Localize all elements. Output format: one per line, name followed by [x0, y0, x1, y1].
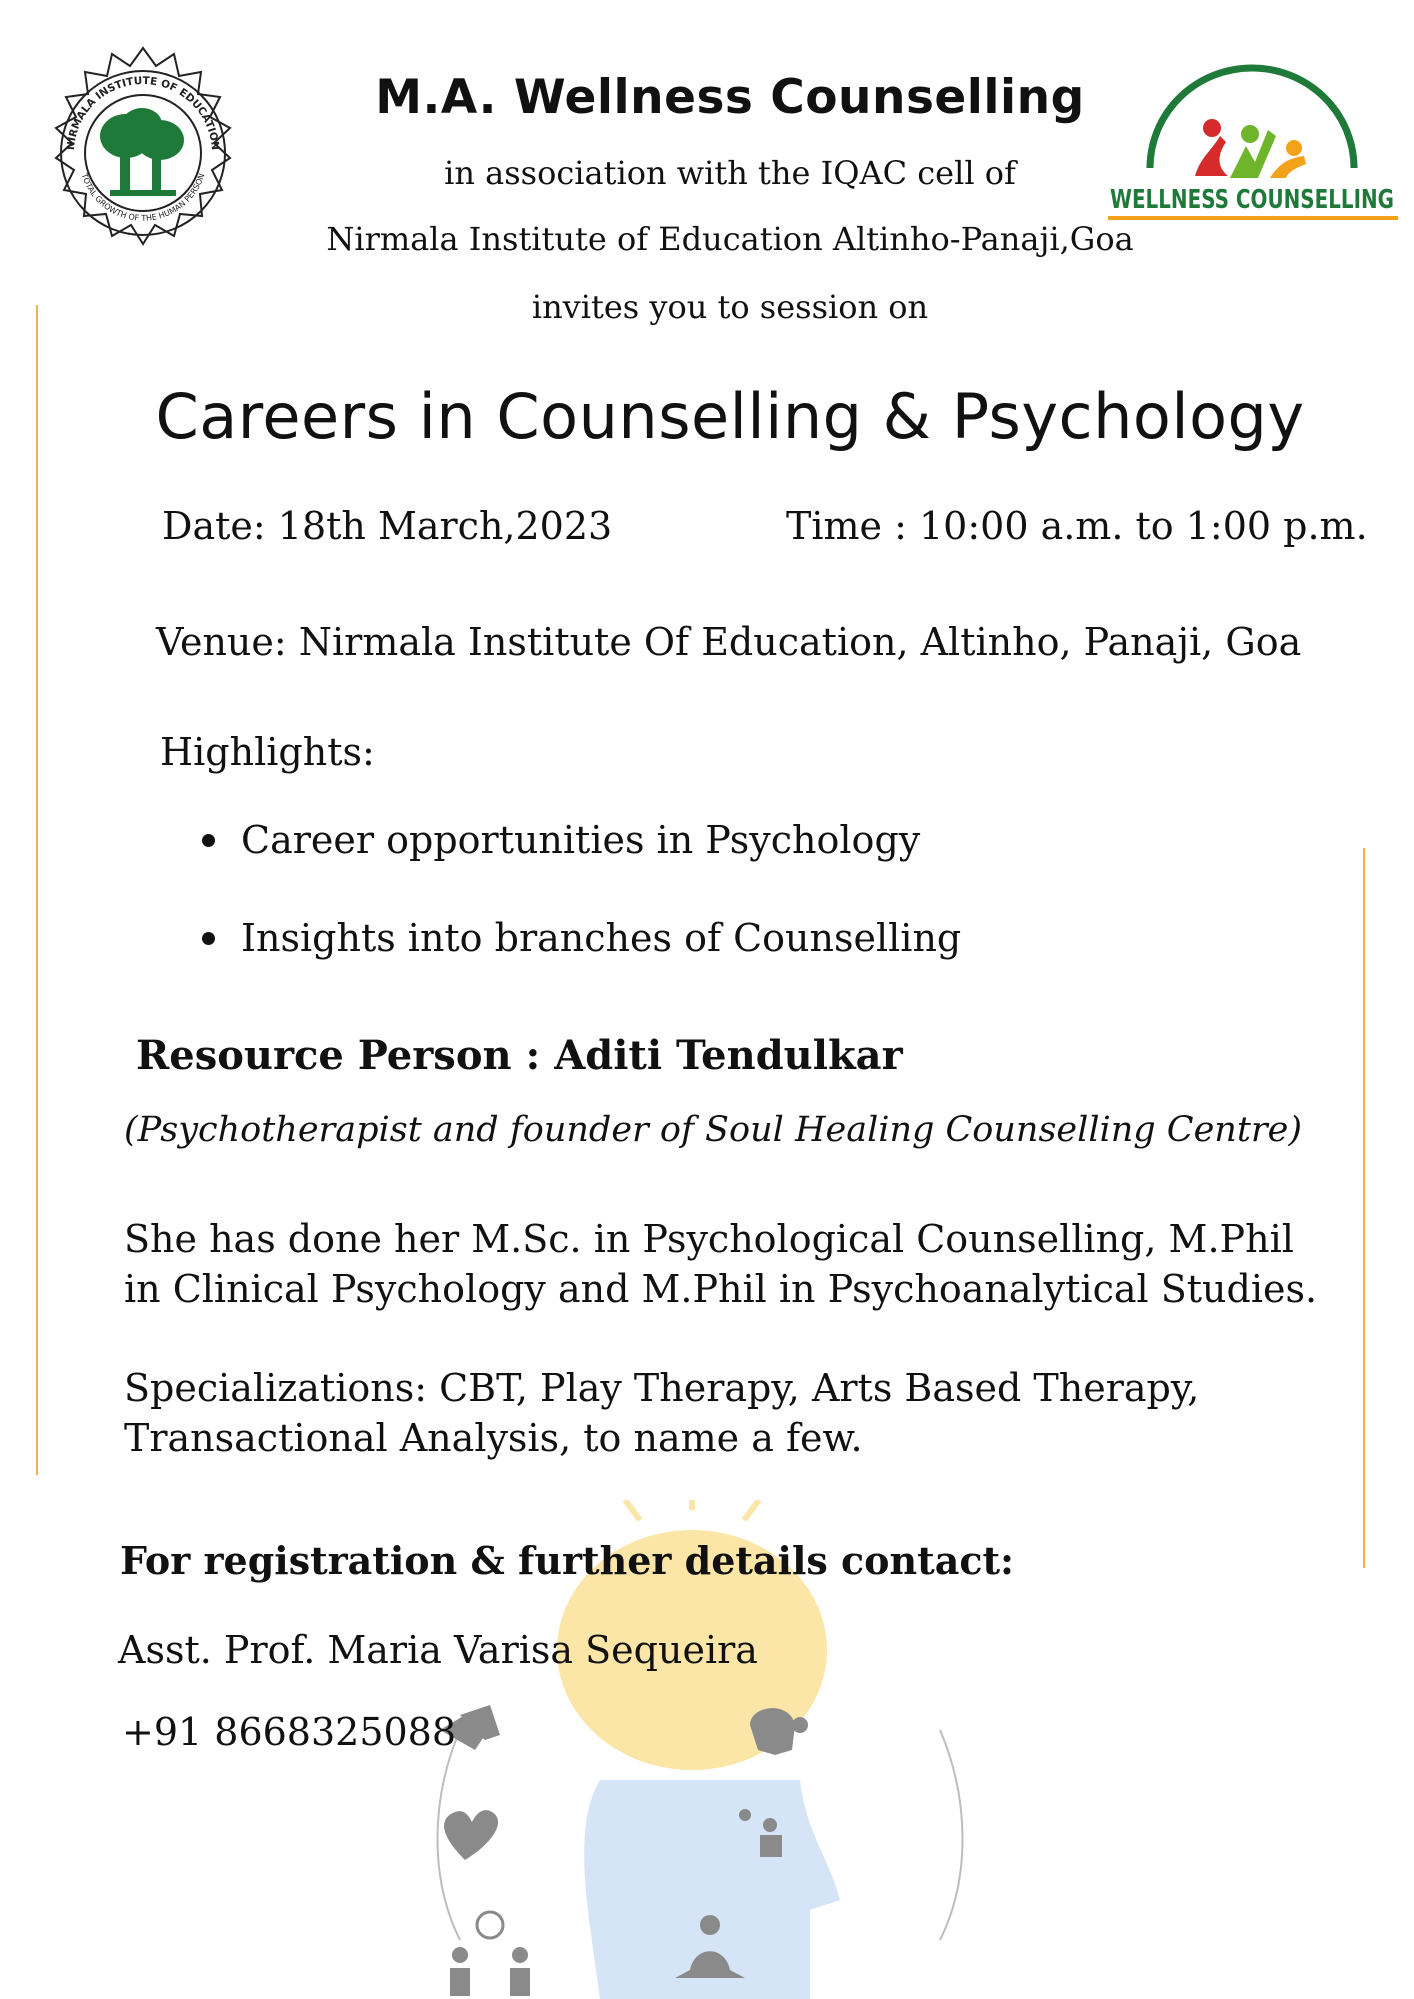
bio-line: She has done her M.Sc. in Psychological Counselling, M.Phil — [124, 1217, 1294, 1261]
wellness-logo-text: WELLNESS COUNSELLING — [1110, 185, 1394, 215]
spec-line: Specializations: CBT, Play Therapy, Arts Based Therapy, — [124, 1366, 1200, 1410]
resource-person: Resource Person : Aditi Tendulkar — [136, 1032, 903, 1079]
people-icon — [1195, 119, 1306, 178]
highlight-item — [202, 916, 961, 960]
event-time: Time : 10:00 a.m. to 1:00 p.m. — [786, 504, 1368, 548]
invite-line: invites you to session on — [531, 288, 929, 326]
association-line: in association with the IQAC cell of — [444, 154, 1016, 192]
event-date: Date: 18th March,2023 — [162, 504, 613, 548]
glow-rays — [625, 1500, 759, 1520]
institute-line: Nirmala Institute of Education Altinho-Panaji,Goa — [326, 220, 1134, 258]
counselling-icon — [450, 1912, 530, 1996]
contact-name: Asst. Prof. Maria Varisa Sequeira — [118, 1628, 758, 1672]
bullet-icon — [202, 834, 215, 847]
heart-icon — [444, 1810, 498, 1860]
highlights-heading: Highlights: — [160, 730, 375, 774]
resource-person-role: (Psychotherapist and founder of Soul Healing Counselling Centre) — [124, 1110, 1302, 1150]
decorative-rule-left — [36, 305, 38, 1475]
tree-icon — [100, 108, 184, 196]
highlight-text: Career opportunities in Psychology — [241, 818, 921, 862]
event-title: Careers in Counselling & Psychology — [155, 380, 1305, 453]
institute-logo — [34, 44, 252, 262]
logo-motto-text: TOTAL GROWTH OF THE HUMAN PERSON — [79, 172, 207, 223]
specializations — [124, 1363, 1374, 1463]
event-venue: Venue: Nirmala Institute Of Education, Altinho, Panaji, Goa — [156, 620, 1302, 664]
contact-phone[interactable]: +91 8668325088 — [122, 1710, 457, 1754]
spec-line: Transactional Analysis, to name a few. — [124, 1416, 863, 1460]
bullet-icon — [202, 932, 215, 945]
bio-line: in Clinical Psychology and M.Phil in Psychoanalytical Studies. — [124, 1267, 1318, 1311]
logo-ring-text: NIRMALA INSTITUTE OF EDUCATION — [64, 74, 222, 151]
resource-person-bio — [124, 1214, 1374, 1314]
organization-title: M.A. Wellness Counselling — [375, 70, 1085, 125]
registration-heading: For registration & further details contact: — [120, 1538, 1015, 1583]
highlight-text: Insights into branches of Counselling — [241, 916, 962, 960]
highlight-item — [202, 818, 920, 862]
